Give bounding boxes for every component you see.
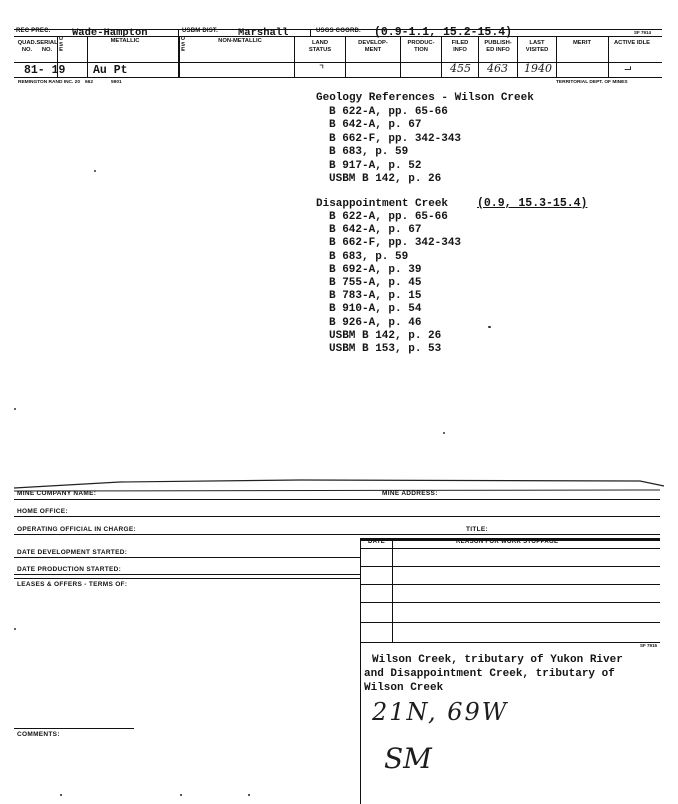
mine-company-name-label: MINE COMPANY NAME: [17, 490, 97, 497]
title-label: TITLE: [466, 526, 489, 533]
col-serial-no: SERIAL NO. [36, 40, 58, 53]
col-merit: MERIT [572, 40, 592, 46]
remarks-line-3: Wilson Creek [364, 682, 444, 694]
printer-code-1: 662 [85, 80, 94, 85]
reference-line: B 642-A, p. 67 [329, 119, 422, 132]
reference-line: B 910-A, p. 54 [329, 303, 422, 316]
reason-column-header: REASON FOR WORK STOPPAGE [456, 539, 559, 545]
date-production-label: DATE PRODUCTION STARTED: [17, 566, 122, 573]
reference-line: B 662-F, pp. 342-343 [329, 237, 462, 250]
reference-line: B 642-A, p. 67 [329, 224, 422, 237]
col-filed-info: FILED INFO [451, 40, 469, 53]
reference-line: B 783-A, p. 15 [329, 290, 422, 303]
reference-line: B 755-A, p. 45 [329, 277, 422, 289]
reference-line: B 662-F, pp. 342-343 [329, 132, 462, 145]
col-published-info: PUBLISH-ED INFO [484, 40, 512, 53]
reference-line: B 622-A, pp. 65-66 [329, 106, 448, 118]
land-status-mark: ⌝ [319, 64, 325, 76]
remarks-line-2: and Disappointment Creek, tributary of [364, 668, 615, 680]
mine-address-label: MINE ADDRESS: [382, 490, 438, 497]
col-production: PRODUC-TION [407, 40, 435, 53]
col-land-status: LAND STATUS [308, 40, 332, 53]
active-idle-mark: ⌐ [624, 62, 632, 77]
reference-line: B 692-A, p. 39 [329, 263, 422, 276]
col-active-idle: ACTIVE IDLE [613, 40, 651, 46]
printer-imprint: REMINGTON RAND INC. 20 [18, 80, 81, 85]
col-non-metallic: NON-METALLIC [218, 38, 262, 44]
reference-line: USBM B 142, p. 26 [329, 329, 442, 342]
published-info-value: 463 [487, 62, 508, 75]
handwritten-location: 21N, 69W [372, 698, 509, 726]
quad-serial-value: 81- 19 [24, 64, 66, 77]
col-development: DEVELOP-MENT [358, 40, 388, 53]
speck [180, 794, 182, 796]
comments-label: COMMENTS: [17, 731, 60, 738]
disappointment-reference-list [329, 211, 579, 361]
wilson-reference-list [329, 106, 579, 196]
col-use-1: U S E [58, 36, 64, 54]
disappointment-title: Disappointment Creek [316, 198, 449, 210]
speck [248, 794, 250, 796]
torn-top-edge [0, 470, 678, 492]
reference-line: B 917-A, p. 52 [329, 159, 422, 172]
col-quad-no: QUAD. NO. [17, 40, 37, 53]
speck [488, 326, 491, 328]
filed-info-value: 455 [450, 62, 471, 75]
rec-prec-value: Wade-Hampton [72, 27, 148, 39]
speck [14, 628, 16, 630]
form-number-bottom: SF 7915 [640, 643, 658, 648]
speck [14, 408, 16, 410]
speck [94, 170, 96, 172]
usgs-coord-value: (0.9-1.1, 15.2-15.4) [374, 26, 513, 39]
rec-prec-label: REC PREC. [16, 28, 51, 34]
last-visited-value: 1940 [524, 62, 552, 75]
col-use-2: U S E [180, 36, 186, 54]
operating-official-label: OPERATING OFFICIAL IN CHARGE: [17, 526, 136, 533]
reference-line: B 683, p. 59 [329, 250, 409, 263]
printer-code-2: 5901 [111, 80, 122, 85]
speck [443, 432, 445, 434]
col-metallic: METALLIC [110, 38, 140, 44]
department-imprint: TERRITORIAL DEPT. OF MINES [556, 80, 628, 85]
wilson-references-title: Geology References - Wilson Creek [316, 92, 534, 104]
reference-line: B 622-A, pp. 65-66 [329, 211, 448, 223]
speck [60, 794, 62, 796]
usbm-dist-value: Marshall [238, 27, 289, 39]
disappointment-coord: (0.9, 15.3-15.4) [477, 197, 588, 210]
reference-line: B 926-A, p. 46 [329, 316, 422, 329]
usbm-dist-label: USBM DIST. [182, 28, 219, 34]
reference-line: USBM B 142, p. 26 [329, 173, 442, 185]
reference-line: USBM B 153, p. 53 [329, 343, 442, 355]
handwritten-initials: SM [384, 742, 432, 775]
leases-label: LEASES & OFFERS - TERMS OF: [17, 581, 128, 588]
form-number-top: SF 7914 [634, 30, 652, 35]
reference-line: B 683, p. 59 [329, 146, 409, 159]
metallic-value: Au Pt [93, 64, 128, 77]
home-office-label: HOME OFFICE: [17, 508, 68, 515]
remarks-line-1: Wilson Creek, tributary of Yukon River [372, 654, 623, 666]
col-last-visited: LAST VISITED [525, 40, 549, 53]
date-development-label: DATE DEVELOPMENT STARTED: [17, 549, 128, 556]
usgs-coord-label: USGS COORD. [316, 28, 361, 34]
date-column-header: DATE [368, 539, 386, 545]
